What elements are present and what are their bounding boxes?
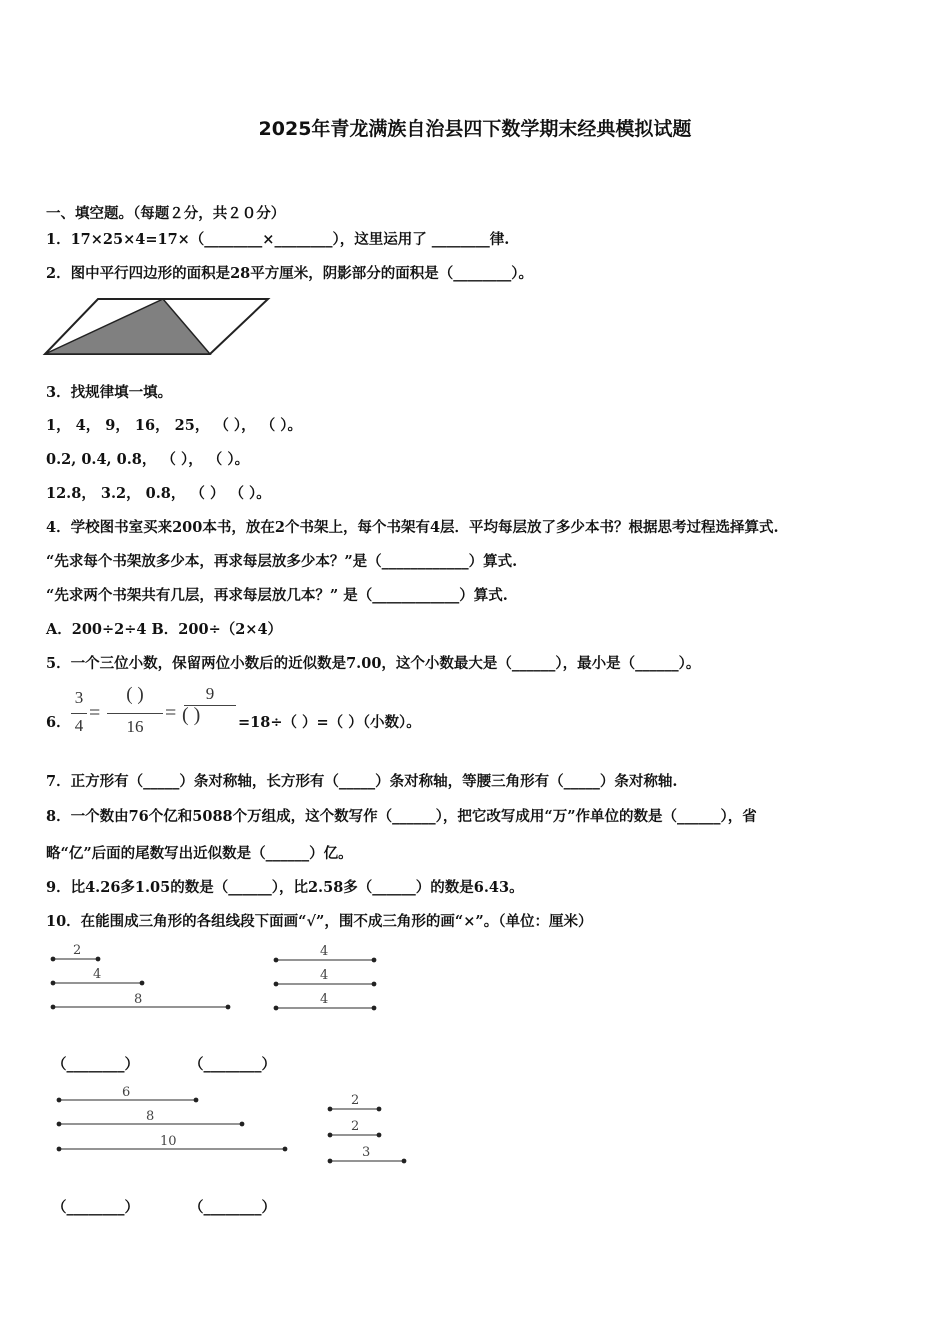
question-4: 4．学校图书室买来200本书，放在2个书架上，每个书架有4层．平均每层放了多少本书？根据思考过程选择算式. [46, 519, 779, 536]
question-8-line-2: 略“亿”后面的尾数写出近似数是（______）亿。 [46, 845, 353, 862]
answer-blank-c[interactable]: （________） [52, 1199, 139, 1216]
question-2: 2．图中平行四边形的面积是28平方厘米，阴影部分的面积是（________）。 [46, 265, 534, 282]
segment-label: 8 [134, 992, 143, 1007]
segment-group-b [266, 940, 386, 1015]
section-header: 一、填空题。（每题２分，共２０分） [46, 205, 286, 222]
fraction-1-denominator: 4 [74, 716, 84, 735]
question-4-line-1: “先求每个书架放多少本，再求每层放多少本？”是（____________）算式. [46, 553, 518, 570]
segment-label: 4 [320, 992, 329, 1007]
question-9: 9．比4.26多1.05的数是（______），比2.58多（______）的数是6.43。 [46, 879, 524, 896]
question-3-sequence-2: 0.2, 0.4, 0.8， （ ）， （ ）。 [46, 451, 250, 468]
fraction-2-bar [107, 713, 163, 714]
question-4-line-2: “先求两个书架共有几层，再求每层放几本？” 是（____________）算式. [46, 587, 508, 604]
segment-group-c [48, 1082, 298, 1157]
segment-label: 4 [320, 944, 329, 959]
fraction-2-numerator: ( ) [126, 684, 144, 705]
equals-sign-2: = [165, 702, 177, 724]
question-7: 7．正方形有（_____）条对称轴，长方形有（_____）条对称轴，等腰三角形有（_____）条对称轴. [46, 773, 678, 790]
segment-group-a [44, 940, 244, 1015]
question-5: 5．一个三位小数，保留两位小数后的近似数是7.00，这个小数最大是（______），最小是（______）。 [46, 655, 701, 672]
question-3: 3．找规律填一填。 [46, 384, 173, 401]
fraction-2-denominator: 16 [126, 717, 144, 736]
question-4-options: A．200÷2÷4 B．200÷（2×4） [46, 621, 283, 638]
question-10: 10．在能围成三角形的各组线段下面画“√”，围不成三角形的画“×”。（单位：厘米） [46, 913, 593, 930]
fraction-3-denominator: ( ) [182, 704, 201, 726]
question-3-sequence-1: 1， 4， 9， 16， 25， （ ）， （ ）。 [46, 417, 303, 434]
answer-blank-d[interactable]: （________） [189, 1199, 276, 1216]
answer-blank-a[interactable]: （________） [52, 1056, 139, 1073]
equals-sign: = [89, 702, 101, 724]
answer-blank-b[interactable]: （________） [189, 1056, 276, 1073]
segment-label: 2 [73, 943, 82, 958]
question-1: 1．17×25×4=17×（________×________），这里运用了 ________律. [46, 231, 510, 248]
segment-label: 10 [160, 1134, 177, 1149]
fraction-1-numerator: 3 [74, 688, 84, 707]
question-3-sequence-3: 12.8， 3.2， 0.8， （ ） （ ）。 [46, 485, 271, 502]
fraction-3-numerator: 9 [205, 684, 215, 703]
segment-label: 2 [351, 1093, 360, 1108]
parallelogram-figure [40, 292, 276, 362]
segment-label: 4 [93, 967, 102, 982]
page-title: 2025年青龙满族自治县四下数学期末经典模拟试题 [258, 118, 692, 140]
question-6-tail: =18÷（ ）=（ ）（小数）。 [238, 714, 421, 731]
segment-label: 3 [362, 1145, 371, 1160]
segment-label: 8 [146, 1109, 155, 1124]
segment-group-d [322, 1089, 417, 1169]
fraction-1-bar [71, 713, 87, 714]
segment-label: 4 [320, 968, 329, 983]
question-8-line-1: 8．一个数由76个亿和5088个万组成，这个数写作（______），把它改写成用“万”作单位的数是（______），省 [46, 808, 757, 825]
segment-label: 6 [122, 1085, 131, 1100]
segment-label: 2 [351, 1119, 360, 1134]
question-6-number: 6． [46, 714, 71, 731]
